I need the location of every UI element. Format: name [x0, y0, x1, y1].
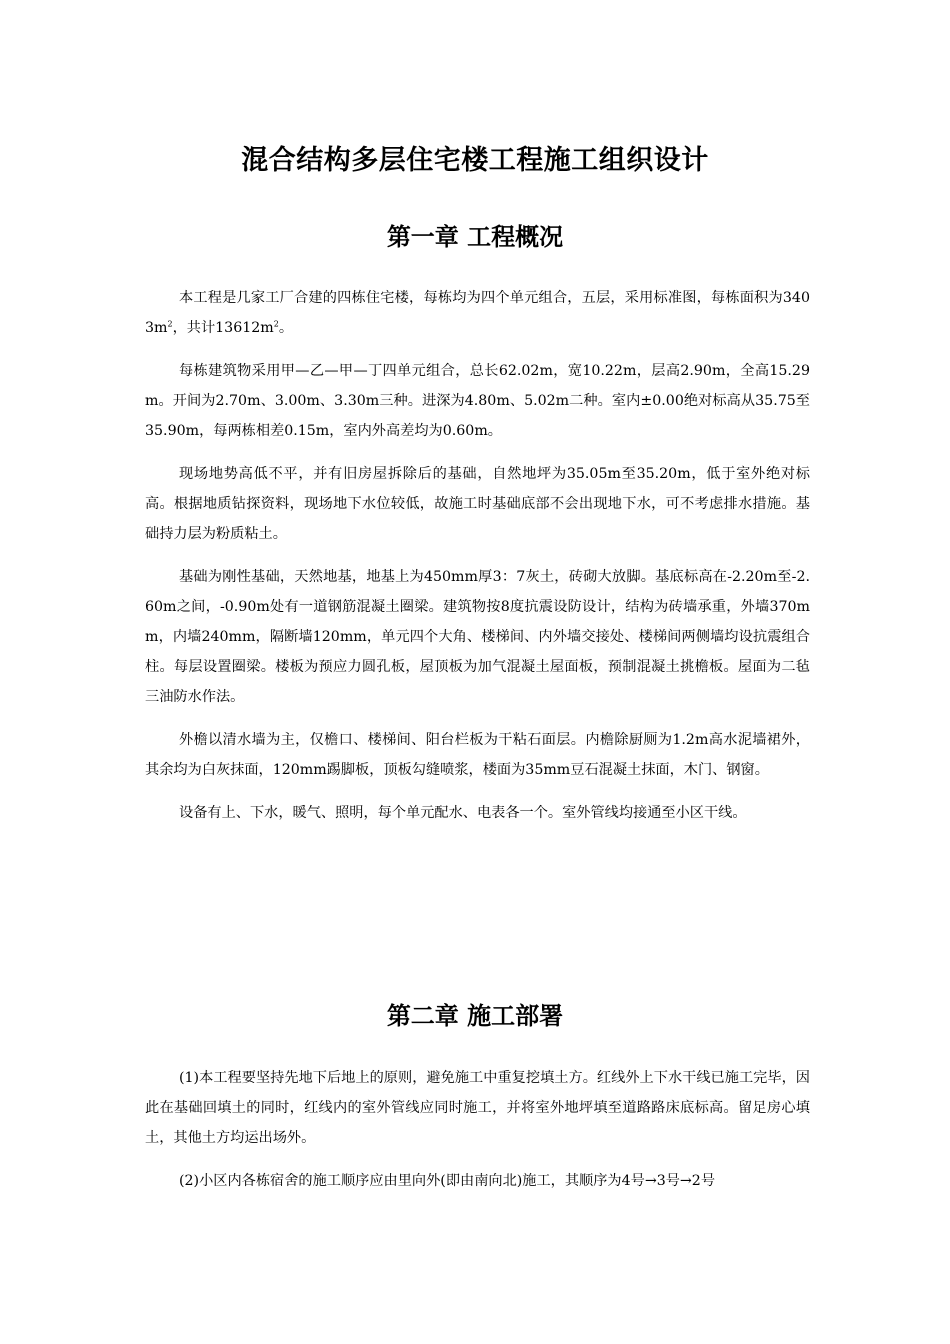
document-title: 混合结构多层住宅楼工程施工组织设计 — [241, 145, 709, 176]
paragraph: 外檐以清水墙为主，仅檐口、楼梯间、阳台栏板为干粘石面层。内檐除厨厕为1.2m高水泥墙裙外，其余均为白灰抹面，120mm踢脚板，顶板勾缝喷浆，楼面为35mm豆石混凝土抹面，木门、钢窗。 — [145, 732, 810, 778]
superscript: 2 — [273, 319, 279, 329]
chapter-2-heading: 第二章 施工部署 — [386, 1002, 564, 1030]
paragraph: (2)小区内各栋宿舍的施工顺序应由里向外(即由南向北)施工，其顺序为4号→3号→2号 — [179, 1173, 716, 1189]
chapter-2-body — [145, 1063, 810, 1209]
superscript: 2 — [167, 319, 173, 329]
paragraph: 基础为刚性基础，天然地基，地基上为450mm厚3：7灰土，砖砌大放脚。基底标高在-2.20m至-2.60m之间，-0.90m处有一道钢筋混凝土圈梁。建筑物按8度抗震设防设计，结构为砖墙承重，外墙370mm，内墙240mm，隔断墙120mm，单元四个大角、楼梯间、内外墙交接处、楼梯间两侧墙均设抗震组合柱。每层设置圈梁。楼板为预应力圆孔板，屋顶板为加气混凝土屋面板，预制混凝土挑檐板。屋面为二毡三油防水作法。 — [145, 569, 810, 705]
chapter-1-body — [145, 283, 810, 841]
paragraph: 现场地势高低不平，并有旧房屋拆除后的基础，自然地坪为35.05m至35.20m，低于室外绝对标高。根据地质钻探资料，现场地下水位较低，故施工时基础底部不会出现地下水，可不考虑排水措施。基础持力层为粉质粘土。 — [145, 466, 810, 542]
paragraph: 本工程是几家工厂合建的四栋住宅楼，每栋均为四个单元组合，五层，采用标准图，每栋面积为$3403m^2$，共计$13612m^2$。 — [145, 290, 810, 336]
paragraph: 每栋建筑物采用甲—乙—甲—丁四单元组合，总长62.02m，宽10.22m，层高2.90m，全高15.29m。开间为2.70m、3.00m、3.30m三种。进深为4.80m、5.02m二种。室内±0.00绝对标高从35.75至35.90m，每两栋相差0.15m，室内外高差均为0.60m。 — [145, 363, 810, 439]
paragraph: (1)本工程要坚持先地下后地上的原则，避免施工中重复挖填土方。红线外上下水干线已施工完毕，因此在基础回填土的同时，红线内的室外管线应同时施工，并将室外地坪填至道路路床底标高。留足房心填土，其他土方均运出场外。 — [145, 1070, 810, 1146]
paragraph: 设备有上、下水，暖气、照明，每个单元配水、电表各一个。室外管线均接通至小区干线。 — [179, 805, 747, 821]
chapter-1-heading: 第一章 工程概况 — [386, 223, 564, 251]
